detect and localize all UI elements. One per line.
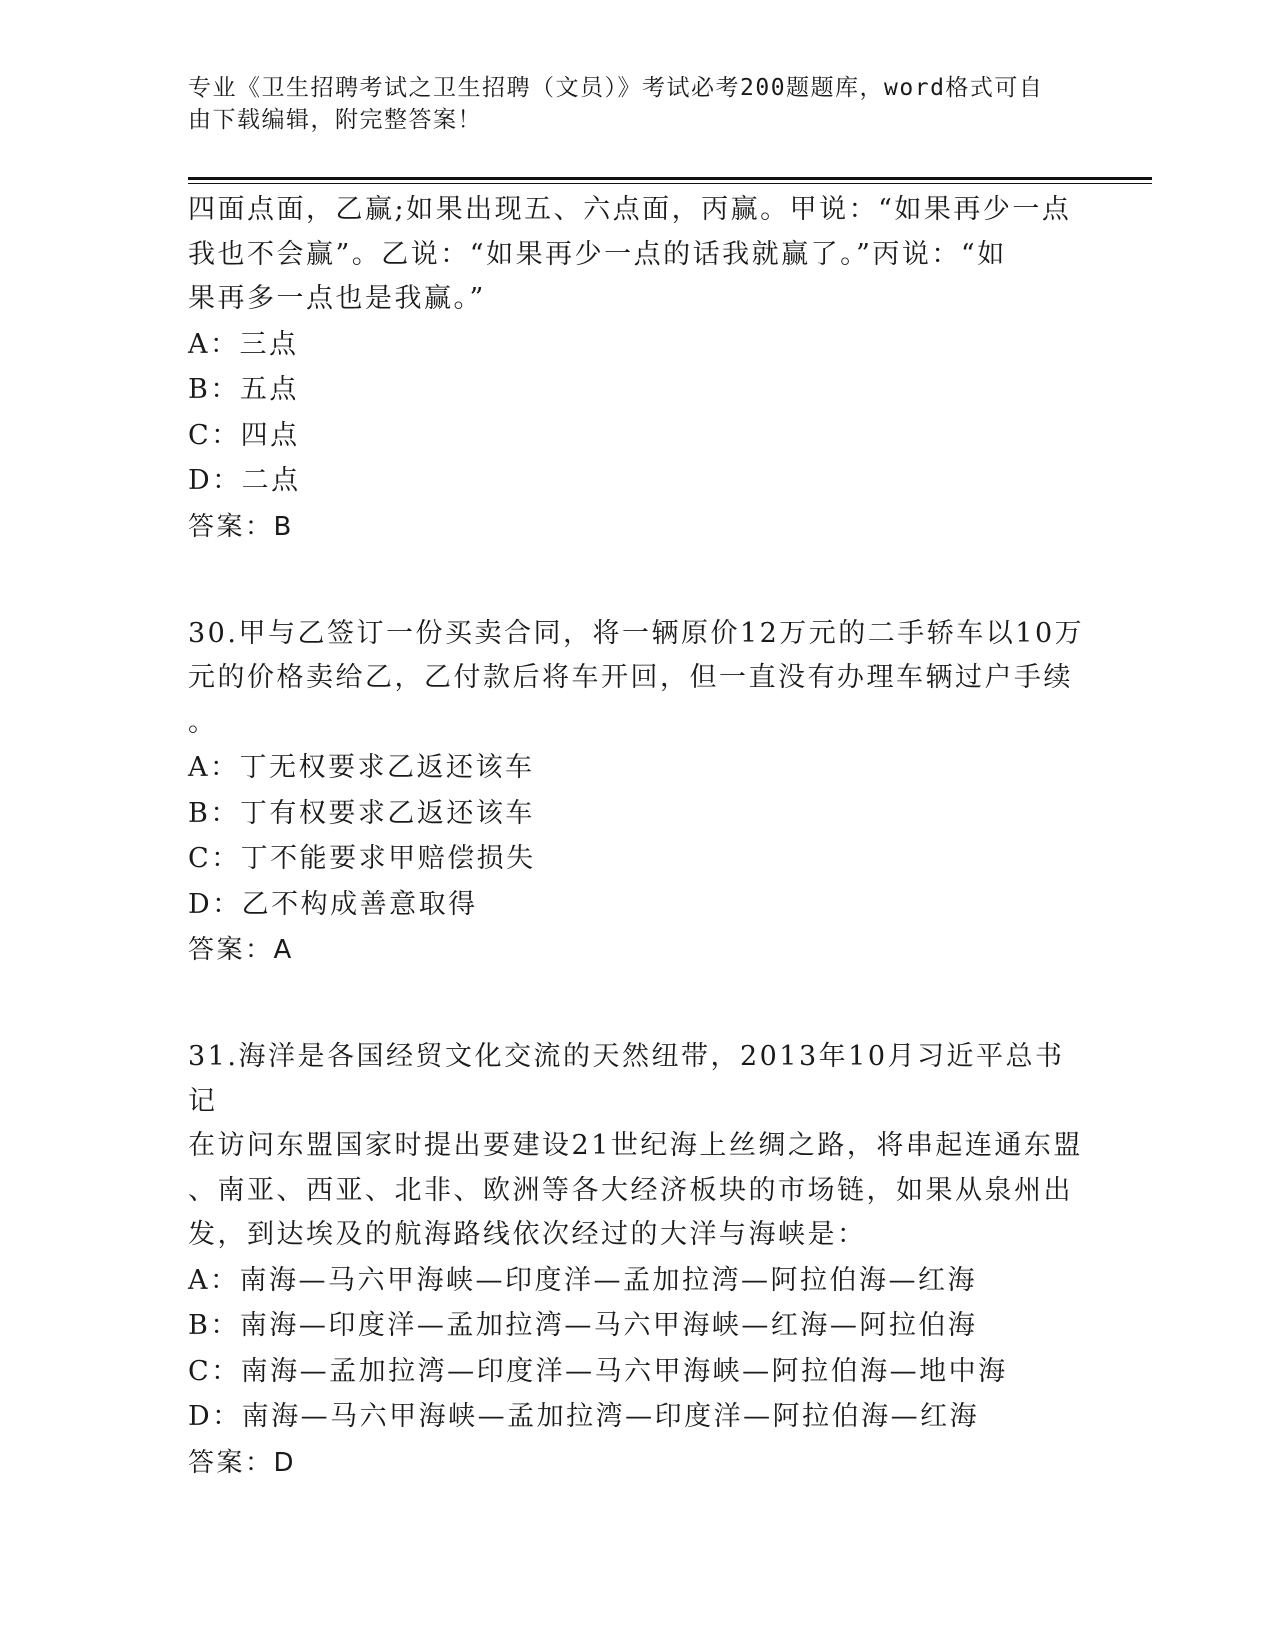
option-d: D：南海—马六甲海峡—孟加拉湾—印度洋—阿拉伯海—红海	[188, 1401, 980, 1432]
option-b: B：丁有权要求乙返还该车	[188, 797, 535, 829]
question-text-line: 元的价格卖给乙，乙付款后将车开回，但一直没有办理车辆过户手续	[188, 662, 1073, 693]
header-line-1: 专业《卫生招聘考试之卫生招聘（文员）》考试必考200题题库，word格式可自	[188, 75, 1044, 101]
option-c: C：丁不能要求甲赔偿损失	[188, 843, 536, 874]
question-text-line: 四面点面，乙赢;如果出现五、六点面，丙赢。甲说：“如果再少一点	[188, 194, 1072, 225]
header-rule-thin	[188, 183, 1152, 184]
document-header	[188, 72, 1068, 136]
header-rule-thick	[188, 177, 1152, 180]
option-c: C：四点	[188, 419, 300, 451]
answer-line: 答案：B	[188, 511, 294, 542]
question-text-line: 果再多一点也是我赢。”	[188, 283, 486, 314]
option-b: B：五点	[188, 374, 299, 405]
question-text-line: 31.海洋是各国经贸文化交流的天然纽带，2013年10月习近平总书记	[188, 1041, 1065, 1117]
question-text-line: 。	[188, 706, 218, 738]
option-d: D：乙不构成善意取得	[188, 888, 478, 920]
spacer	[188, 973, 1088, 1035]
answer-line: 答案：D	[188, 1447, 297, 1478]
question-31	[188, 1035, 1088, 1486]
answer-line: 答案：A	[188, 935, 294, 965]
option-a: A：丁无权要求乙返还该车	[188, 752, 535, 783]
question-30	[188, 612, 1088, 974]
question-29	[188, 188, 1088, 550]
header-line-2: 由下载编辑，附完整答案！	[188, 107, 482, 133]
question-text-line: 在访问东盟国家时提出要建设21世纪海上丝绸之路，将串起连通东盟	[188, 1130, 1083, 1161]
question-text-line: 发，到达埃及的航海路线依次经过的大洋与海峡是：	[188, 1219, 867, 1250]
question-text-line: 我也不会赢”。乙说：“如果再少一点的话我就赢了。”丙说：“如	[188, 238, 1007, 270]
option-d: D：二点	[188, 465, 301, 496]
question-text-line: 30.甲与乙签订一份买卖合同，将一辆原价12万元的二手轿车以10万	[188, 617, 1085, 649]
option-a: A：三点	[188, 328, 299, 360]
document-body	[188, 188, 1088, 1486]
spacer	[188, 550, 1088, 612]
option-a: A：南海—马六甲海峡—印度洋—孟加拉湾—阿拉伯海—红海	[188, 1264, 977, 1296]
option-c: C：南海—孟加拉湾—印度洋—马六甲海峡—阿拉伯海—地中海	[188, 1355, 1008, 1387]
question-text-line: 、南亚、西亚、北非、欧洲等各大经济板块的市场链，如果从泉州出	[188, 1174, 1073, 1206]
option-b: B：南海—印度洋—孟加拉湾—马六甲海峡—红海—阿拉伯海	[188, 1310, 978, 1341]
